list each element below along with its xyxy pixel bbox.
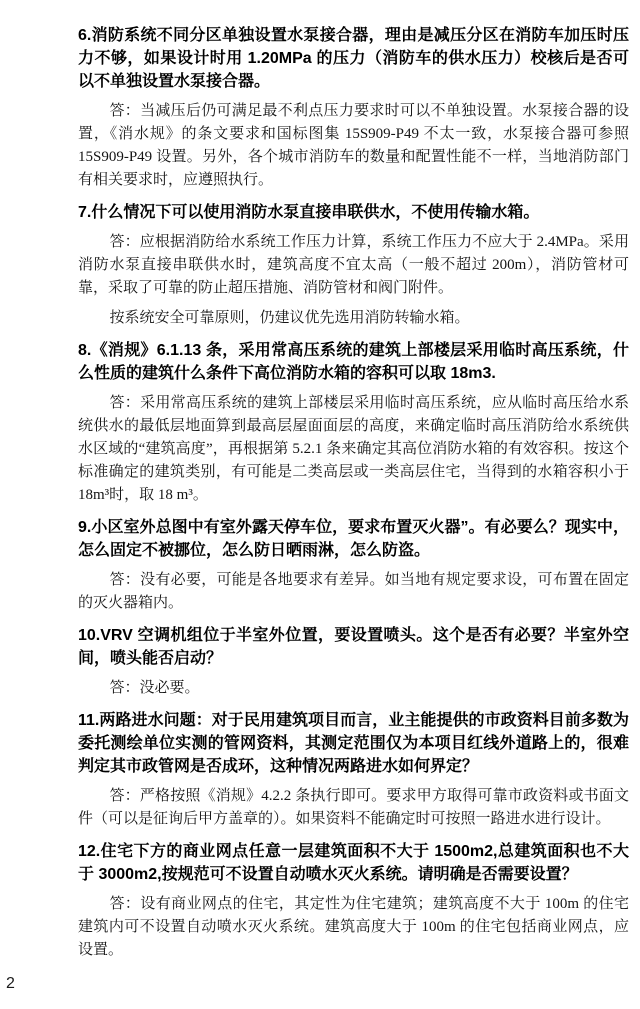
answer-8: 答：采用常高压系统的建筑上部楼层采用临时高压系统，应从临时高压给水系统供水的最低层地面算到最高层屋面面层的高度，来确定临时高压消防给水系统供水区域的“建筑高度”，再根据第 5.2.1 条来确定其高位消防水箱的有效容积。按这个标准确定的建筑类别，有可能是二类高层或一类高层住宅，当得到的水箱容积小于 18m³时，取 18 m³。 [78, 395, 629, 503]
page-number: 2 [6, 975, 15, 992]
answer-10: 答：没必要。 [109, 680, 200, 696]
answer-7-paragraph-2: 按系统安全可靠原则，仍建议优先选用消防转输水箱。 [109, 310, 470, 326]
answer-6: 答：当减压后仍可满足最不利点压力要求时可以不单独设置。水泵接合器的设置，《消水规》的条文要求和国标图集 15S909-P49 不太一致，水泵接合器可参照 15S909-P49 设置。另外，各个城市消防车的数量和配置性能不一样，当地消防部门有相关要求时，应遵照执行。 [78, 103, 629, 188]
question-6: 6.消防系统不同分区单独设置水泵接合器，理由是减压分区在消防车加压时压力不够，如果设计时用 1.20MPa 的压力（消防车的供水压力）校核后是否可以不单独设置水泵接合器。 [78, 27, 629, 90]
document-page [78, 24, 629, 962]
answer-11: 答：严格按照《消规》4.2.2 条执行即可。要求甲方取得可靠市政资料或书面文件（可以是征询后甲方盖章的）。如果资料不能确定时可按照一路进水进行设计。 [78, 788, 629, 827]
qa-item-11 [78, 709, 629, 831]
answer-12: 答：设有商业网点的住宅，其定性为住宅建筑；建筑高度不大于 100m 的住宅建筑内可不设置自动喷水灭火系统。建筑高度大于 100m 的住宅包括商业网点，应设置。 [78, 896, 629, 958]
question-12: 12.住宅下方的商业网点任意一层建筑面积不大于 1500m2,总建筑面积也不大于 3000m2,按规范可不设置自动喷水灭火系统。请明确是否需要设置？ [78, 843, 629, 883]
question-7: 7.什么情况下可以使用消防水泵直接串联供水，不使用传输水箱。 [78, 204, 540, 221]
qa-item-12 [78, 840, 629, 962]
question-11: 11.两路进水问题：对于民用建筑项目而言，业主能提供的市政资料目前多数为委托测绘单位实测的管网资料，其测定范围仅为本项目红线外道路上的，很难判定其市政管网是否成环，这种情况两路进水如何界定？ [78, 712, 629, 775]
qa-item-6 [78, 24, 629, 192]
answer-9: 答：没有必要，可能是各地要求有差异。如当地有规定要求设，可布置在固定的灭火器箱内。 [78, 572, 629, 611]
question-9: 9.小区室外总图中有室外露天停车位，要求布置灭火器”。有必要么？现实中，怎么固定不被挪位，怎么防日晒雨淋，怎么防盗。 [78, 519, 629, 559]
qa-item-8 [78, 339, 629, 507]
qa-item-9 [78, 516, 629, 615]
question-10: 10.VRV 空调机组位于半室外位置，要设置喷头。这个是否有必要？半室外空间，喷头能否启动？ [78, 627, 629, 667]
answer-7-paragraph-1: 答：应根据消防给水系统工作压力计算，系统工作压力不应大于 2.4MPa。采用消防水泵直接串联供水时，建筑高度不宜太高（一般不超过 200m），消防管材可靠，采取了可靠的防止超压措施、消防管材和阀门附件。 [78, 234, 629, 296]
qa-item-7 [78, 201, 629, 330]
qa-item-10 [78, 624, 629, 700]
question-8: 8.《消规》6.1.13 条，采用常高压系统的建筑上部楼层采用临时高压系统，什么性质的建筑什么条件下高位消防水箱的容积可以取 18m3. [78, 342, 629, 382]
